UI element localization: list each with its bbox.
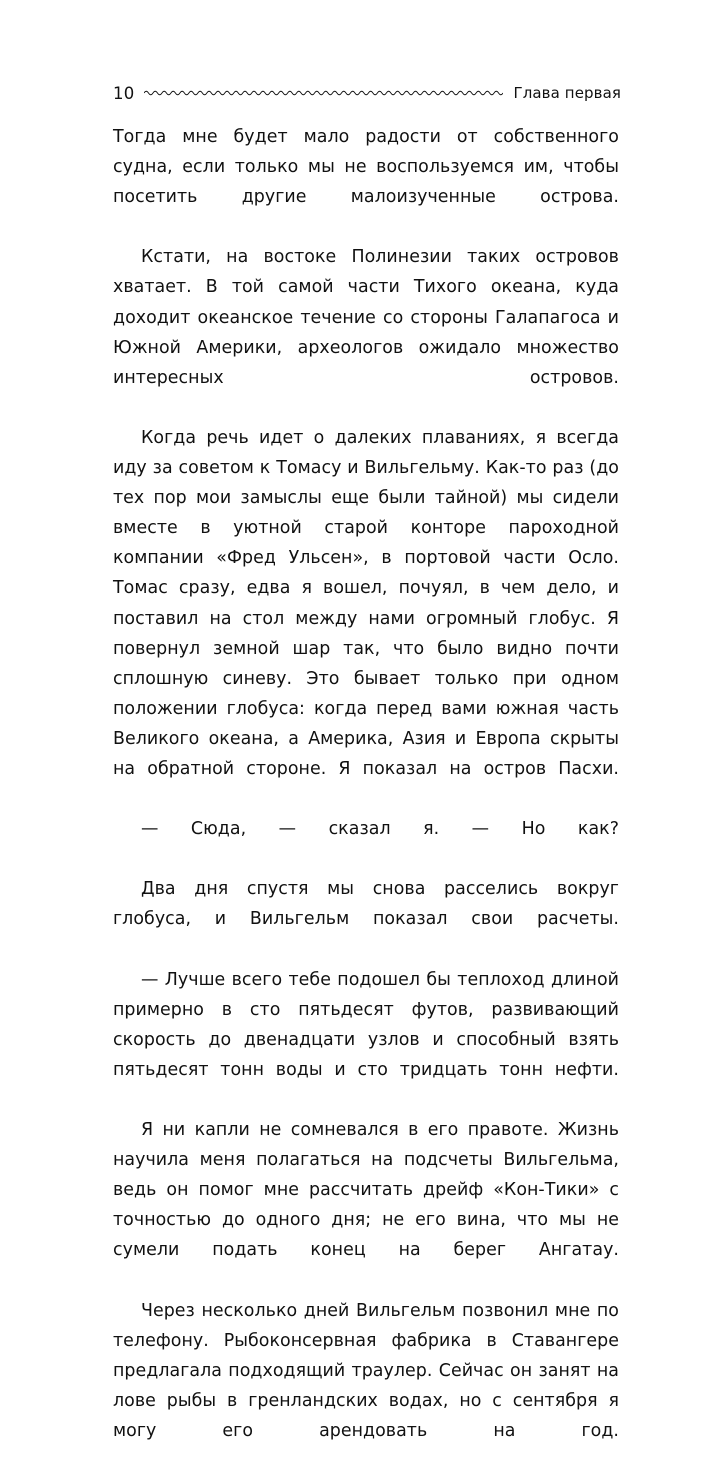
paragraph: — Лучше всего тебе подошел бы теплоход длиной примерно в сто пятьдесят футов, развивающий скорость до двенадцати узлов и способный взять пятьдесят тонн воды и сто тридцать тонн нефти. [113,969,619,1080]
wavy-rule-icon [144,88,503,98]
running-head [113,82,621,104]
paragraph: Через несколько дней Вильгельм позвонил мне по телефону. Рыбоконсервная фабрика в Ставангере предлагала подходящий траулер. Сейчас он занят на лове рыбы в гренландских водах, но с сентября я могу его арендовать на год. [113,1300,619,1442]
page-number: 10 [113,83,135,103]
paragraph: Когда речь идет о далеких плаваниях, я всегда иду за советом к Томасу и Вильгельму. Как-то раз (до тех пор мои замыслы еще были тайной) мы сидели вместе в уютной старой конторе пароходной компании «Фред Ульсен», в портовой части Осло. Томас сразу, едва я вошел, почуял, в чем дело, и поставил на стол между нами огромный глобус. Я повернул земной шар так, что было видно почти сплошную синеву. Это бывает только при одном положении глобуса: когда перед вами южная часть Великого океана, а Америка, Азия и Европа скрыты на обратной стороне. Я показал на остров Пасхи. [113,427,619,779]
paragraph: Тогда мне будет мало радости от собственного судна, если только мы не воспользуемся им, чтобы посетить другие малоизученные острова. [113,127,619,208]
paragraph: Два дня спустя мы снова расселись вокруг глобуса, и Вильгельм показал свои расчеты. [113,879,619,930]
paragraph: — Сюда, — сказал я. — Но как? [141,819,619,840]
chapter-title: Глава первая [513,84,621,102]
paragraph: Я ни капли не сомневался в его правоте. Жизнь научила меня полагаться на подсчеты Вильгельма, ведь он помог мне рассчитать дрейф «Кон-Тики» с точностью до одного дня; не его вина, что мы не сумели подать конец на берег Ангатау. [113,1120,619,1261]
body-text [113,122,619,1476]
paragraph: Кстати, на востоке Полинезии таких островов хватает. В той самой части Тихого океана, куда доходит океанское течение со стороны Галапагоса и Южной Америки, археологов ожидало множество интересных островов. [113,247,619,388]
